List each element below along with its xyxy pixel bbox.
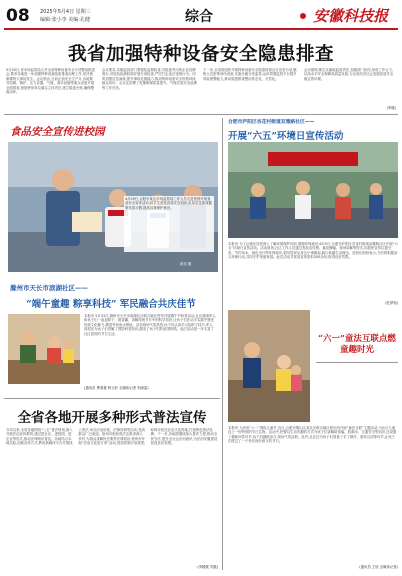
- kids-article-kicker: 滁州市天长市滨湖社区——: [10, 284, 88, 292]
- editor-line: 编辑:张小李 美编:孔健: [40, 17, 90, 23]
- kids-photo: [8, 314, 80, 384]
- divider: [316, 362, 398, 363]
- children-day-photo: [228, 310, 310, 422]
- page-number: 08: [6, 6, 30, 26]
- top-article-col-4: 会议强调,要压实属地监管责任,加强部门协同,形成工作合力,以高水平安全保障高质量发展,为全省经济社会发展营造安全稳定的环境。: [304, 68, 394, 81]
- section-title: 综合: [185, 9, 213, 25]
- right-top-byline: (杜梦茹): [385, 301, 398, 305]
- kids-article-body: 本报讯 5月31日,滁州市天长市滨湖社区联合辖区驻军开展端午节科普活动,社区邀请军人和孩子们一起包粽子、做香囊、讲解传统节日中的科学知识,让孩子们在动手实践中感受传统文化魅力,增进军民鱼水情谊。活动现场气氛热烈,孩子们认真学习包粽子技巧,军人叔叔还为孩子们讲解了国防科普知识,激发了孩子们的爱国热情。此次活动进一步丰富了社区居民的节日生活。: [84, 314, 216, 336]
- paper-name: 安徽科技报: [313, 7, 389, 25]
- photo-story-title: 食品安全宣传进校园: [10, 126, 105, 138]
- right-bottom-byline: (通讯员 王欣 全媒体记者): [359, 565, 398, 569]
- bottom-article-headline: 全省各地开展多种形式普法宣传: [17, 410, 207, 426]
- photo-caption: 4月29日,合肥市某区市场监管局工作人员走进校园开展食品安全宣传活动,向学生普及食品安全知识,引导学生养成健康饮食习惯,提高自我保护意识。: [124, 196, 214, 252]
- bottom-article-body: 今年以来,全省各地围绕“八五”普法规划,深入开展法治宣传教育,通过进社区、进校园、进企业等形式,推动法律知识普及。各地结合本地实际,创新宣传方式,利用新媒体平台开展线上普法,举办法治讲座、法律咨询等活动,受到群众广泛欢迎。宿州市组织普法志愿者深入乡村,为群众讲解民法典等法律知识;亳州市开展“法治文化进万家”活动,营造浓厚法治氛围;蚌埠市依托法治文化阵地,打造特色普法品牌。下一步,各地将继续加大普法力度,推动全民守法,提升全社会法治意识,为法治安徽建设营造良好氛围。: [6, 428, 218, 446]
- paper-logo: [300, 5, 388, 26]
- divider: [4, 114, 398, 115]
- newspaper-logo-icon: [300, 13, 306, 19]
- masthead: [0, 0, 402, 32]
- top-article-byline: (李媛): [386, 106, 396, 110]
- main-headline: 我省加强特种设备安全隐患排查: [67, 44, 334, 65]
- kids-article-headline: “端午童趣 粽享科技” 军民融合共庆佳节: [26, 299, 196, 310]
- column-divider: [222, 118, 223, 570]
- right-top-body: 本报讯 为了让辖区居民深入了解环境保护知识,增强环保意识,6月5日,合肥市庐阳区杏花村街道双雅路社区开展“六五”环境日宣传活动。活动现场,社区工作人员通过发放宣传册、悬挂横幅、现场讲解等形式,向居民宣传垃圾分类、节约用水、绿色出行等环保知识,倡导居民从身边小事做起,践行低碳生活理念。居民们纷纷表示,今后将积极参与环保行动,共同守护美丽家园。此次活动共发放宣传资料200余份,取得良好效果。: [228, 242, 398, 260]
- top-article-col-1: 5月30日,省市场监管局召开全省特种设备安全专项整治推进会,要求各地进一步加强特种设备隐患排查治理工作,坚决遏制重特大事故发生。会议指出,当前正值安全生产月,各地要对电梯、锅炉、压力容器、气瓶、游乐设施等重点设备开展全面排查,督促使用单位落实主体责任,建立隐患台账,确保整改闭环。: [6, 68, 95, 95]
- divider: [4, 398, 220, 399]
- photo-credit: 姚伟 摄: [180, 262, 192, 266]
- environment-photo: [228, 142, 398, 238]
- right-top-headline: 开展“六五”环境日宣传活动: [228, 131, 344, 142]
- right-bottom-body: 本报讯 为庆祝“六一”国际儿童节,近日,合肥市蜀山区某社区联合辖区派出所开展“童法互联”主题活动,为社区儿童送上一份特别的节日礼物。活动中,民警以生动有趣的方式为孩子们讲解防拐骗、防溺水、交通安全等知识,还设置了趣味问答环节,孩子们踊跃参与,现场气氛活跃。此外,社区还为孩子们准备了手工制作、游戏互动等环节,让孩子们度过了一个快乐而有意义的节日。: [228, 426, 397, 444]
- masthead-rule: [4, 28, 398, 30]
- date-line: 2025年5月4日 星期三: [40, 9, 91, 15]
- right-mid-headline: “六一”童法互联点燃童趣时光: [318, 334, 396, 355]
- bottom-article-byline: (李媛媛 安徽): [197, 565, 218, 569]
- right-top-kicker: 合肥市庐阳区杏花村街道双雅路社区——: [228, 120, 315, 125]
- top-article-col-3: 下一步,全省将组织开展特种设备安全隐患排查百日攻坚行动,聚焦人员密集场所设备,实施分级分类监管,运用智慧监管平台提升风险预警能力,推动隐患排查整治常态化、长效化。: [203, 68, 297, 81]
- top-article-col-2: 会议要求,各级监管部门要强化监督检查,对隐患突出的企业挂牌督办,对检验检测机构开展专项检查,严厉打击违法违规行为。同时加强应急演练,提升事故处置能力,推动特种设备安全形势持续稳定向好。会议还部署了电梯维保质量提升、气瓶充装安全追溯等工作任务。: [102, 68, 197, 90]
- kids-article-byline: (通讯员 曹春蕾 阿文轩 全媒体记者 朱晓雷): [84, 386, 149, 390]
